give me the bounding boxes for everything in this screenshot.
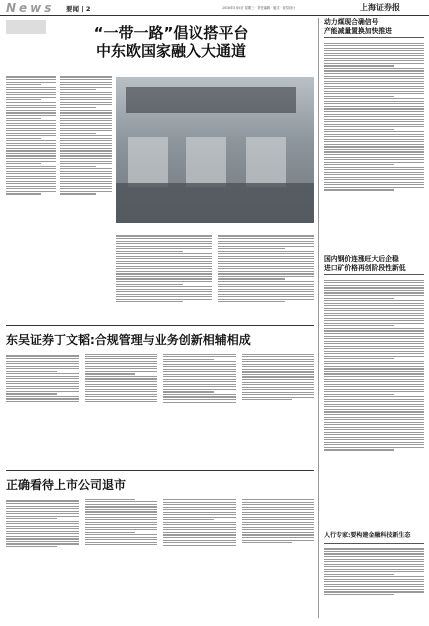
story-delisting-headline[interactable]: 正确看待上市公司退市: [6, 478, 127, 492]
story-delisting-body: [6, 499, 314, 619]
right-story-coal-headline[interactable]: 动力煤现合确信号 产能减量置换加快推进: [324, 18, 392, 35]
section-brand: News: [6, 1, 55, 15]
lead-photo: [116, 77, 314, 223]
section-name: 要闻 | 2: [66, 5, 91, 13]
right-story-fintech-headline[interactable]: 人行专家:要构建金融科技新生态: [324, 532, 411, 540]
newspaper-title: 上海证券报: [360, 2, 400, 12]
lead-headline[interactable]: “一带一路”倡议搭平台 中东欧国家融入大通道: [93, 24, 249, 60]
right-story-fintech-body: [324, 547, 424, 626]
story-compliance-headline[interactable]: 东吴证券丁文韬:合规管理与业务创新相辅相成: [6, 333, 251, 347]
lead-column-4: [218, 234, 314, 316]
right-story-steel-body: [324, 278, 424, 528]
story-delisting: [6, 470, 314, 620]
lead-column-3: [116, 234, 212, 316]
issue-date: 2016年5月6日 星期三 · 责任编辑 · 版式 · 视觉设计: [222, 6, 296, 10]
story-compliance-body: [6, 354, 314, 464]
right-column: [318, 18, 424, 618]
page-header: [0, 0, 429, 16]
lead-column-1: [6, 75, 56, 315]
right-story-coal-body: [324, 41, 424, 251]
right-story-steel-headline[interactable]: 国内钢价连涨旺大后企稳 进口矿价格再创阶段性新低: [324, 255, 406, 272]
lead-story: [6, 20, 314, 318]
story-compliance: [6, 325, 314, 465]
lead-column-2: [60, 75, 112, 315]
story-tag: [6, 20, 46, 34]
